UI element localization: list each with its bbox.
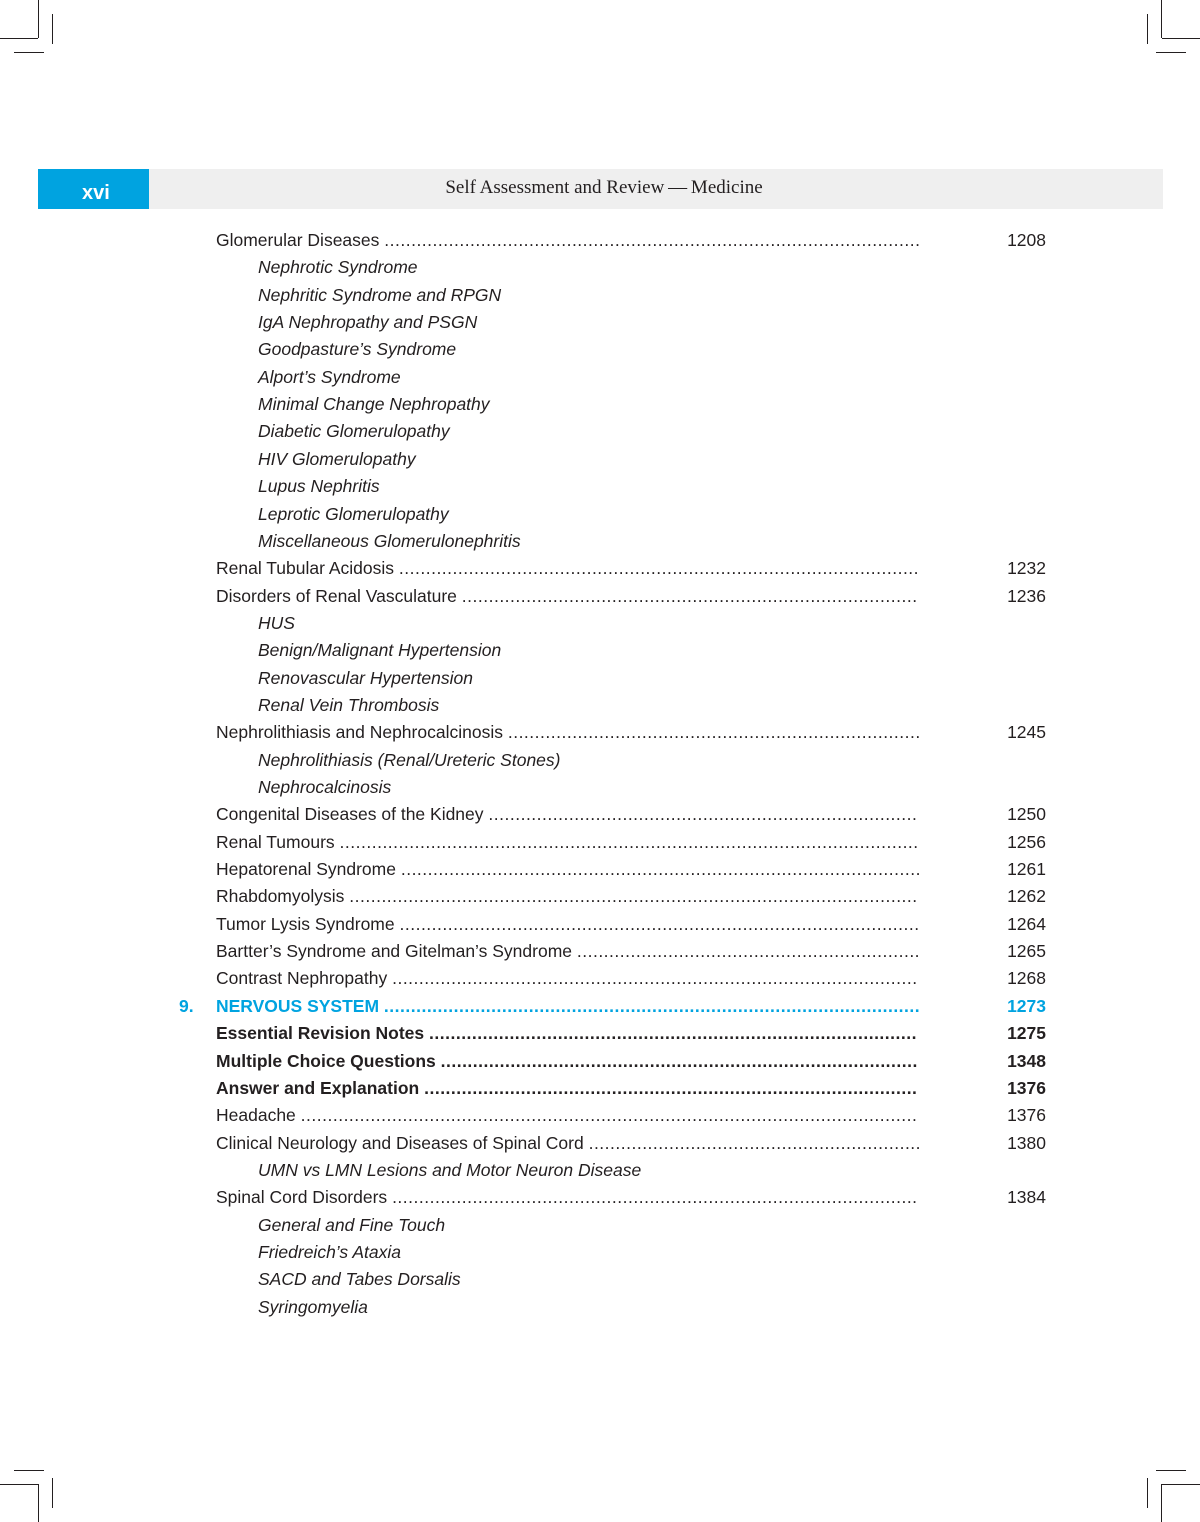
toc-entry — [0, 391, 1200, 418]
toc-entry — [0, 1130, 1200, 1157]
toc-entry-label: Tumor Lysis Syndrome — [216, 913, 395, 934]
crop-mark — [1147, 1478, 1148, 1508]
leader-dots: ............................................................................................ — [424, 1077, 918, 1098]
toc-page-number: 1236 — [1007, 585, 1046, 606]
crop-mark — [1161, 0, 1162, 38]
leader-dots: ............................................................................................................ — [339, 831, 919, 852]
toc-entry — [0, 719, 1200, 746]
toc-entry-label: Renal Vein Thrombosis — [258, 694, 440, 715]
crop-mark — [52, 14, 53, 44]
leader-dots: ................................................................................ — [488, 804, 918, 825]
toc-entry-label: Bartter’s Syndrome and Gitelman’s Syndrome — [216, 941, 572, 962]
toc-entry — [0, 938, 1200, 965]
toc-entry — [0, 501, 1200, 528]
toc-entry-label: Nephrotic Syndrome — [258, 257, 418, 278]
toc-entry-label: Rhabdomyolysis — [216, 886, 345, 907]
toc-topic — [216, 227, 920, 254]
crop-mark — [1161, 1484, 1162, 1522]
toc-subtopic — [258, 418, 450, 445]
toc-entry — [0, 883, 1200, 910]
toc-subtopic — [258, 1294, 368, 1321]
toc-entry — [0, 364, 1200, 391]
toc-entry-label: Renovascular Hypertension — [258, 667, 473, 688]
toc-entry — [0, 1157, 1200, 1184]
toc-topic — [216, 719, 921, 746]
crop-mark — [1162, 38, 1200, 39]
chapter-number: 9. — [179, 995, 194, 1016]
toc-topic — [216, 555, 919, 582]
leader-dots: ................................................................................................. — [398, 558, 920, 579]
toc-entry-label: Goodpasture’s Syndrome — [258, 339, 457, 360]
toc-subtopic — [258, 637, 501, 664]
toc-entry-label: Headache — [216, 1105, 296, 1126]
toc-entry — [0, 1184, 1200, 1211]
toc-entry — [0, 1075, 1200, 1102]
toc-entry-label: Answer and Explanation — [216, 1077, 420, 1098]
toc-entry — [0, 1102, 1200, 1129]
toc-entry — [0, 1239, 1200, 1266]
toc-entry — [0, 747, 1200, 774]
leader-dots: .................................................................................................. — [392, 968, 918, 989]
leader-dots: .................................................................................................... — [384, 230, 921, 250]
leader-dots: ......................................................................................... — [440, 1050, 918, 1071]
toc-page-number: 1245 — [1007, 722, 1046, 743]
toc-entry-label: UMN vs LMN Lesions and Motor Neuron Disease — [258, 1159, 642, 1180]
toc-topic — [216, 829, 919, 856]
toc-page-number: 1376 — [1007, 1105, 1046, 1126]
toc-subtopic — [258, 309, 477, 336]
toc-entry-label: Disorders of Renal Vasculature — [216, 585, 457, 606]
crop-mark — [0, 1484, 38, 1485]
toc-entry — [0, 1048, 1200, 1075]
toc-entry — [0, 965, 1200, 992]
toc-topic — [216, 1130, 921, 1157]
leader-dots: .............................................................. — [588, 1132, 922, 1153]
toc-entry — [0, 1294, 1200, 1321]
leader-dots: ........................................................................................... — [429, 1023, 917, 1044]
leader-dots: ..................................................................................... — [461, 585, 918, 606]
toc-entry-label: Nephrolithiasis and Nephrocalcinosis — [216, 722, 503, 743]
toc-page-number: 1380 — [1007, 1132, 1046, 1153]
toc-entry — [0, 309, 1200, 336]
toc-entry-label: Minimal Change Nephropathy — [258, 394, 490, 415]
toc-entry — [0, 774, 1200, 801]
toc-page-number: 1261 — [1007, 859, 1046, 880]
toc-entry — [0, 583, 1200, 610]
toc-entry-label: Nephrolithiasis (Renal/Ureteric Stones) — [258, 749, 561, 770]
toc-entry — [0, 829, 1200, 856]
toc-entry — [0, 418, 1200, 445]
toc-topic — [216, 856, 921, 883]
toc-subtopic — [258, 446, 416, 473]
toc-subtopic — [258, 282, 501, 309]
toc-page-number: 1250 — [1007, 804, 1046, 825]
toc-entry — [0, 993, 1200, 1020]
toc-entry — [0, 254, 1200, 281]
toc-topic — [216, 1020, 917, 1047]
toc-entry — [0, 610, 1200, 637]
toc-page-number: 1265 — [1007, 941, 1046, 962]
toc-entry — [0, 1266, 1200, 1293]
crop-mark — [1156, 1470, 1186, 1471]
toc-subtopic — [258, 364, 401, 391]
toc-subtopic — [258, 665, 473, 692]
crop-mark — [1147, 14, 1148, 44]
toc-subtopic — [258, 774, 391, 801]
toc-entry-label: Nephritic Syndrome and RPGN — [258, 284, 502, 305]
toc-page-number: 1208 — [1007, 230, 1046, 250]
toc-subtopic — [258, 336, 456, 363]
chapter-title — [216, 993, 920, 1020]
crop-mark — [1162, 1484, 1200, 1485]
toc-entry-label: Glomerular Diseases — [216, 230, 380, 250]
crop-mark — [0, 38, 38, 39]
toc-subtopic — [258, 254, 418, 281]
toc-entry — [0, 446, 1200, 473]
leader-dots: ............................................................................. — [507, 722, 921, 743]
toc-page-number: 1376 — [1007, 1077, 1046, 1098]
toc-entry-label: HUS — [258, 612, 295, 633]
toc-subtopic — [258, 747, 560, 774]
toc-entry — [0, 665, 1200, 692]
toc-entry-label: General and Fine Touch — [258, 1214, 446, 1235]
toc-subtopic — [258, 501, 449, 528]
leader-dots: ................................................................................................. — [400, 859, 921, 880]
toc-page-number: 1275 — [1007, 1023, 1046, 1044]
toc-entry-label: Diabetic Glomerulopathy — [258, 421, 450, 442]
toc-topic — [216, 583, 918, 610]
toc-entry-label: NERVOUS SYSTEM — [216, 995, 380, 1016]
crop-mark — [38, 0, 39, 38]
toc-entry — [0, 473, 1200, 500]
toc-entry — [0, 555, 1200, 582]
toc-entry-label: Contrast Nephropathy — [216, 968, 388, 989]
toc-entry-label: Multiple Choice Questions — [216, 1050, 436, 1071]
toc-subtopic — [258, 1239, 401, 1266]
toc-entry-label: IgA Nephropathy and PSGN — [258, 312, 478, 333]
toc-topic — [216, 801, 917, 828]
toc-entry-label: Essential Revision Notes — [216, 1023, 425, 1044]
toc-topic — [216, 1048, 918, 1075]
toc-page-number: 1268 — [1007, 968, 1046, 989]
toc-topic — [216, 883, 918, 910]
toc-topic — [216, 1102, 917, 1129]
toc-topic — [216, 965, 918, 992]
toc-entry — [0, 911, 1200, 938]
toc-entry-label: Renal Tumours — [216, 831, 335, 852]
toc-entry — [0, 336, 1200, 363]
toc-entry — [0, 528, 1200, 555]
toc-entry-label: Friedreich’s Ataxia — [258, 1241, 401, 1262]
toc-entry-label: Syringomyelia — [258, 1296, 368, 1317]
toc-entry — [0, 692, 1200, 719]
toc-page-number: 1384 — [1007, 1187, 1046, 1208]
toc-entry — [0, 856, 1200, 883]
toc-page-number: 1256 — [1007, 831, 1046, 852]
toc-subtopic — [258, 391, 490, 418]
leader-dots: ................................................................ — [576, 941, 921, 962]
leader-dots: ................................................................................................. — [399, 913, 920, 934]
toc-topic — [216, 938, 920, 965]
toc-topic — [216, 1184, 918, 1211]
toc-entry-label: Lupus Nephritis — [258, 476, 380, 497]
toc-entry-label: Spinal Cord Disorders — [216, 1187, 388, 1208]
toc-subtopic — [258, 528, 521, 555]
toc-page-number: 1264 — [1007, 913, 1046, 934]
leader-dots: ................................................................................................................... — [300, 1105, 918, 1126]
toc-entry — [0, 1212, 1200, 1239]
toc-entry — [0, 282, 1200, 309]
toc-subtopic — [258, 1157, 641, 1184]
crop-mark — [14, 1470, 44, 1471]
toc-entry-label: Hepatorenal Syndrome — [216, 859, 396, 880]
book-title: Self Assessment and Review — Medicine — [445, 177, 763, 198]
toc-entry-label: Congenital Diseases of the Kidney — [216, 804, 484, 825]
leader-dots: .................................................................................................... — [383, 995, 921, 1016]
toc-page-number: 1262 — [1007, 886, 1046, 907]
page-number: xvi — [38, 169, 149, 209]
toc-page-number: 1273 — [1007, 995, 1046, 1016]
crop-mark — [38, 1484, 39, 1522]
toc-page-number: 1348 — [1007, 1050, 1046, 1071]
toc-topic — [216, 1075, 917, 1102]
toc-subtopic — [258, 1266, 461, 1293]
toc-page-number: 1232 — [1007, 558, 1046, 579]
leader-dots: .................................................................................................. — [392, 1187, 918, 1208]
toc-entry-label: Miscellaneous Glomerulonephritis — [258, 530, 521, 551]
toc-subtopic — [258, 1212, 445, 1239]
toc-entry-label: Nephrocalcinosis — [258, 777, 392, 797]
toc-entry-label: Clinical Neurology and Diseases of Spinal Cord — [216, 1132, 584, 1153]
toc-subtopic — [258, 473, 380, 500]
toc-entry-label: SACD and Tabes Dorsalis — [258, 1269, 461, 1290]
toc-entry — [0, 227, 1200, 254]
toc-entry-label: Leprotic Glomerulopathy — [258, 503, 449, 524]
crop-mark — [52, 1478, 53, 1508]
toc-entry — [0, 801, 1200, 828]
toc-entry-label: Renal Tubular Acidosis — [216, 558, 395, 579]
toc-entry-label: Alport’s Syndrome — [258, 366, 401, 387]
toc-subtopic — [258, 692, 439, 719]
toc-entry — [0, 1020, 1200, 1047]
toc-topic — [216, 911, 920, 938]
toc-entry-label: HIV Glomerulopathy — [258, 448, 416, 469]
crop-mark — [1156, 52, 1186, 53]
crop-mark — [14, 52, 44, 53]
toc-entry-label: Benign/Malignant Hypertension — [258, 640, 502, 661]
toc-subtopic — [258, 610, 295, 637]
leader-dots: .......................................................................................................... — [349, 886, 918, 907]
toc-entry — [0, 637, 1200, 664]
